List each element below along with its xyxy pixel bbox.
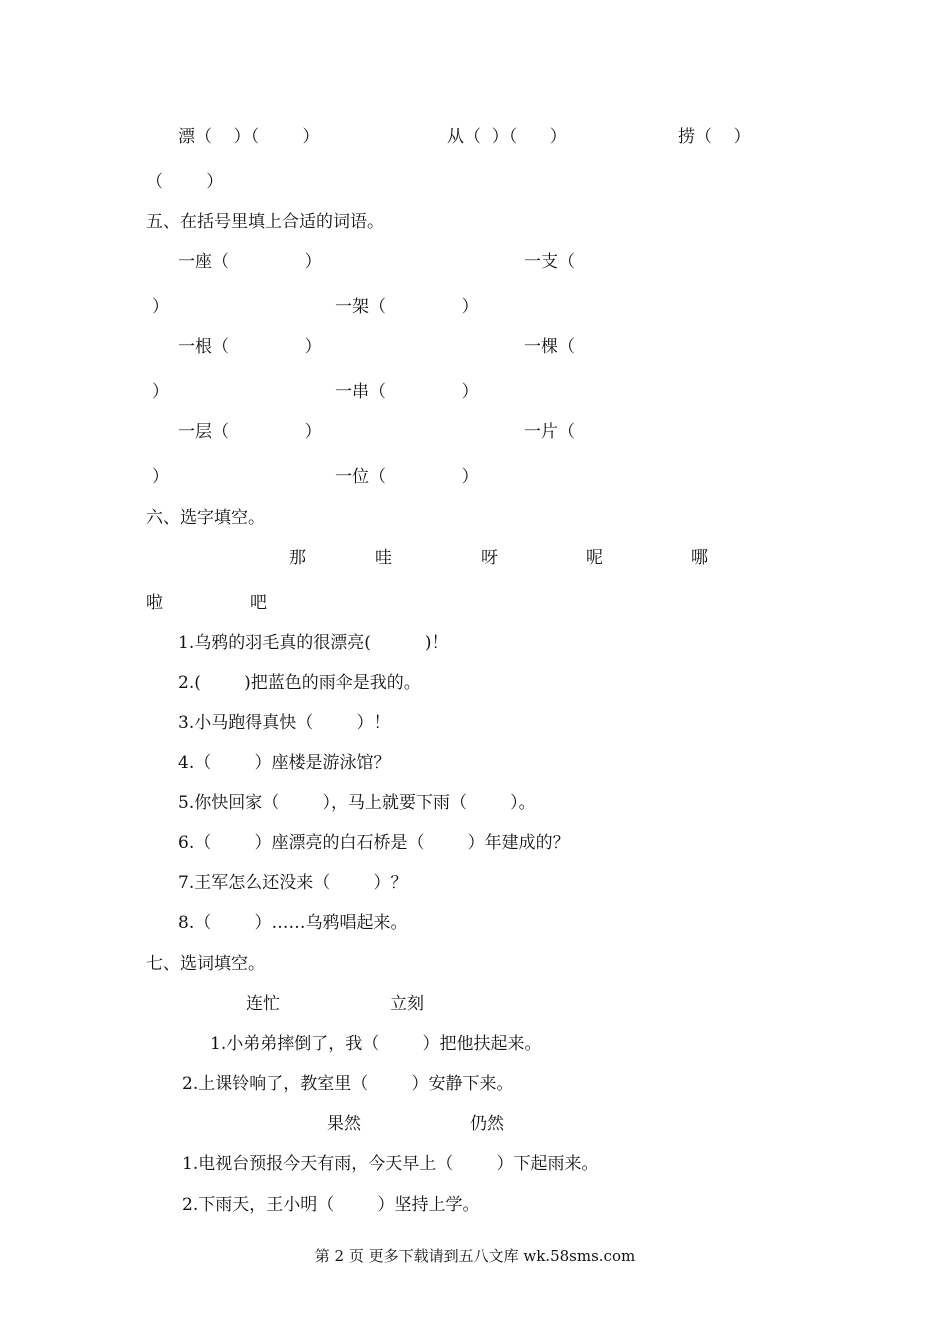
exercise-item: 1.小弟弟摔倒了，我（ ）把他扶起来。 <box>210 1034 542 1054</box>
section-6-heading: 六、选字填空。 <box>146 508 265 528</box>
choice-word: 哪 <box>691 548 708 568</box>
exercise-item: 8.（ ）……乌鸦唱起来。 <box>178 913 408 933</box>
word-piao: 漂（ ）（ ） <box>178 127 320 147</box>
word-cong: 从（ ）（ ） <box>447 127 567 147</box>
choice-word: 连忙 <box>246 994 280 1014</box>
close-bracket: ） <box>152 467 169 487</box>
exercise-item: 2.( )把蓝色的雨伞是我的。 <box>178 673 421 693</box>
section-5-heading: 五、在括号里填上合适的词语。 <box>146 212 384 232</box>
blank-yizhi: 一支（ <box>524 252 575 272</box>
exercise-item: 5.你快回家（ ），马上就要下雨（ ）。 <box>178 793 536 813</box>
exercise-item: 1.电视台预报今天有雨，今天早上（ ）下起雨来。 <box>182 1154 599 1174</box>
choice-word: 吧 <box>250 593 267 613</box>
blank-yiceng: 一层（ ） <box>178 422 322 442</box>
choice-word: 立刻 <box>390 994 424 1014</box>
close-bracket: ） <box>152 382 169 402</box>
choice-word: 果然 <box>327 1114 361 1134</box>
exercise-item: 4.（ ）座楼是游泳馆？ <box>178 753 391 773</box>
choice-word: 仍然 <box>470 1114 504 1134</box>
blank-yiwei: 一位（ ） <box>335 467 479 487</box>
choice-word: 呢 <box>586 548 603 568</box>
exercise-item: 1.乌鸦的羽毛真的很漂亮( )！ <box>178 633 449 653</box>
section-7-heading: 七、选词填空。 <box>146 954 265 974</box>
blank-yijia: 一架（ ） <box>335 297 479 317</box>
exercise-item: 6.（ ）座漂亮的白石桥是（ ）年建成的？ <box>178 833 570 853</box>
exercise-item: 2.上课铃响了，教室里（ ）安静下来。 <box>182 1074 514 1094</box>
choice-word: 哇 <box>375 548 392 568</box>
choice-word: 啦 <box>146 593 163 613</box>
blank-yigen: 一根（ ） <box>178 337 322 357</box>
blank-yike: 一棵（ <box>524 337 575 357</box>
word-lao: 捞（ ） <box>678 127 751 147</box>
choice-word: 那 <box>289 548 306 568</box>
blank-yizuo: 一座（ ） <box>178 252 322 272</box>
close-bracket: ） <box>152 297 169 317</box>
exercise-item: 7.王军怎么还没来（ ）？ <box>178 873 408 893</box>
exercise-item: 2.下雨天，王小明（ ）坚持上学。 <box>182 1195 480 1215</box>
blank-yichuan: 一串（ ） <box>335 382 479 402</box>
page-footer: 第 2 页 更多下载请到五八文库 wk.58sms.com <box>314 1247 636 1265</box>
blank-yipian: 一片（ <box>524 422 575 442</box>
exercise-item: 3.小马跑得真快（ ）！ <box>178 713 391 733</box>
choice-word: 呀 <box>481 548 498 568</box>
wrap-bracket: （ ） <box>146 172 224 192</box>
